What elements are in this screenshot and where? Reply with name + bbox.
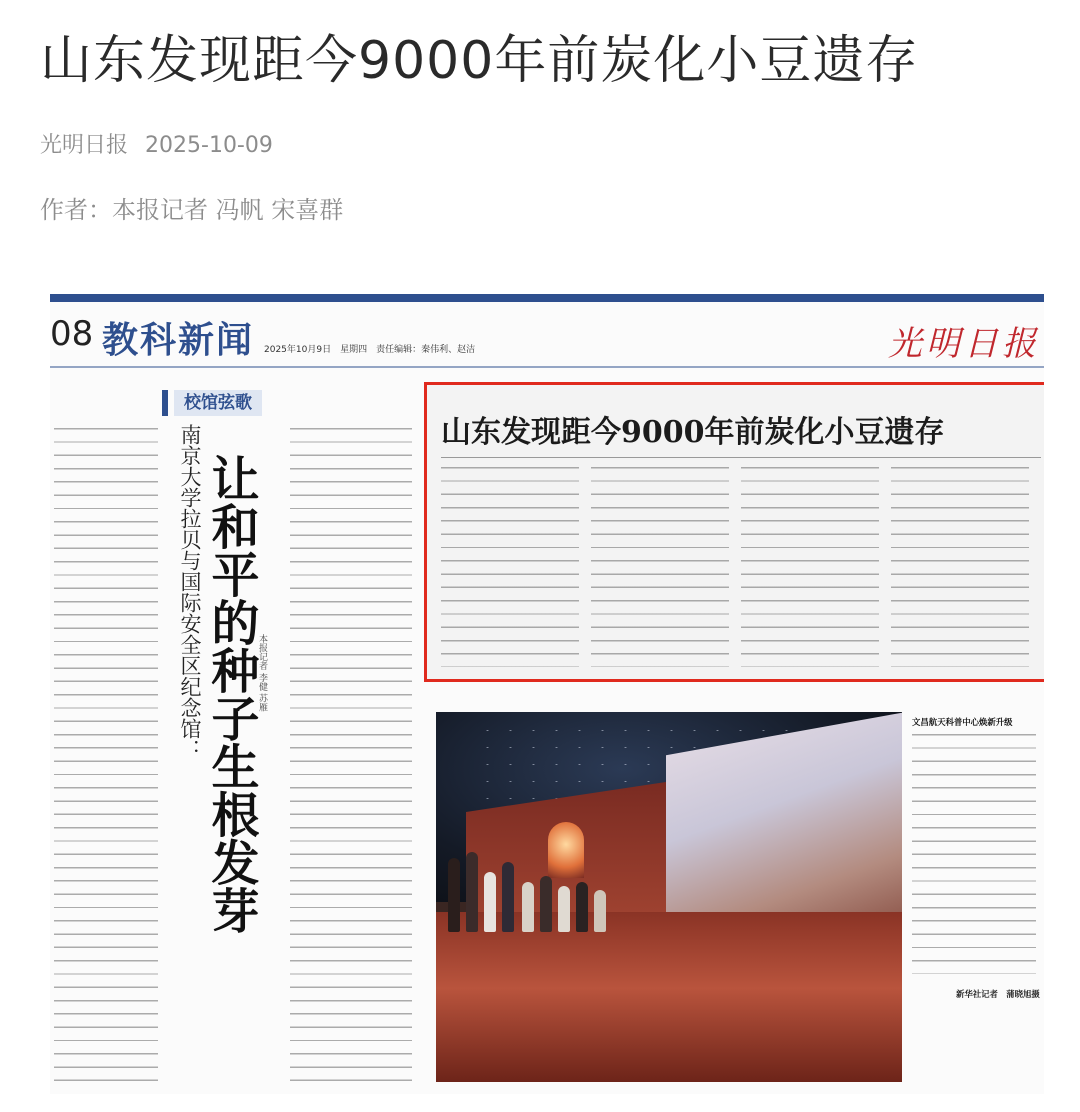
highlighted-article-box[interactable] — [424, 382, 1044, 682]
column-tag-marker — [162, 390, 168, 416]
photo-visitors — [444, 832, 614, 932]
highlighted-article-col-3 — [741, 467, 879, 667]
highlighted-article-col-4 — [891, 467, 1029, 667]
newspaper-logo: 光明日报 — [888, 324, 1040, 364]
photo-caption-head: 文昌航天科普中心焕新升级 — [912, 717, 1013, 727]
source-name: 光明日报 — [40, 133, 129, 158]
page-number: 08 — [50, 314, 94, 354]
highlighted-article-col-2 — [591, 467, 729, 667]
page-masthead — [50, 312, 1044, 362]
section-name: 教科新闻 — [102, 319, 255, 361]
top-blue-rule — [50, 294, 1044, 302]
photo-credit: 新华社记者 蒲晓旭摄 — [956, 989, 1040, 999]
article-source-line — [40, 128, 283, 159]
feature-title: 让和平的种子生根发芽 — [203, 454, 259, 934]
highlighted-article-title: 山东发现距今9000年前炭化小豆遗存 — [441, 415, 945, 450]
column-tag: 校馆弦歌 — [174, 390, 262, 416]
newspaper-page-scan — [50, 294, 1044, 1094]
photo-caption — [912, 716, 1036, 974]
middle-body-text-column — [290, 428, 412, 1084]
feature-byline: 本报记者 李健 苏雁 — [257, 634, 267, 712]
left-body-text-column — [54, 428, 158, 1084]
article-author: 作者：本报记者 冯帆 宋喜群 — [40, 196, 344, 224]
page-date-line: 2025年10月9日 星期四 责任编辑：秦伟利、赵洁 — [264, 345, 476, 355]
article-headline: 山东发现距今9000年前炭化小豆遗存 — [40, 31, 919, 91]
news-photo-exhibition-hall — [436, 712, 902, 1082]
feature-subtitle: 南京大学拉贝与国际安全区纪念馆： — [178, 424, 202, 760]
photo-caption-lines — [912, 734, 1036, 974]
highlighted-article-col-1 — [441, 467, 579, 667]
publish-date: 2025-10-09 — [145, 133, 273, 158]
masthead-rule — [50, 366, 1044, 368]
photo-mars-floor — [436, 912, 902, 1082]
highlighted-article-rule — [441, 457, 1041, 458]
